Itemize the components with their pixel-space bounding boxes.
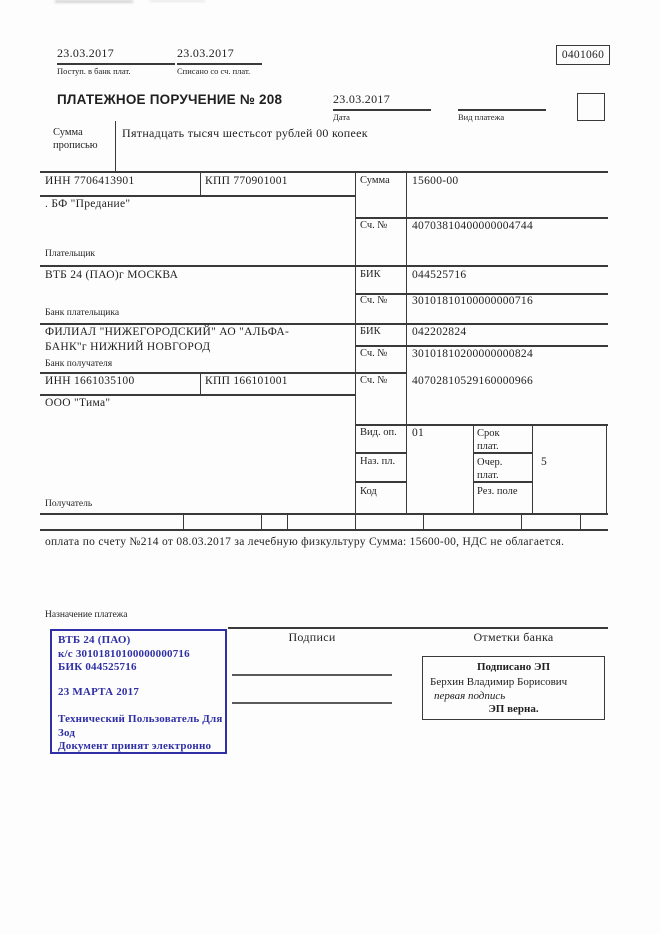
account-label: Сч. № (360, 348, 388, 359)
amount-label: Сумма (360, 175, 390, 186)
form-rule-line (287, 514, 288, 530)
form-rule-line (521, 514, 522, 530)
code-label: Код (360, 486, 377, 497)
form-rule-line (355, 217, 608, 219)
date-received-label: Поступ. в банк плат. (57, 66, 131, 76)
form-rule-line (355, 424, 608, 426)
payee-inn: ИНН 1661035100 (45, 375, 135, 387)
form-rule-line (355, 452, 406, 454)
form-rule-line (355, 514, 356, 530)
form-code-box (556, 45, 610, 65)
payer-bank-name: ВТБ 24 (ПАО)г МОСКВА (45, 269, 179, 281)
stamp-corr-account: к/с 30101810100000000716 (58, 648, 190, 660)
payer-bank-bik: 044525716 (412, 269, 467, 281)
date-debited: 23.03.2017 (177, 46, 234, 60)
stamp-user-line2: Зод (58, 727, 76, 739)
payee-kpp: КПП 166101001 (205, 375, 288, 387)
form-rule-line (40, 265, 608, 267)
document-title: ПЛАТЕЖНОЕ ПОРУЧЕНИЕ № 208 (57, 92, 283, 107)
payee-name: ООО "Тима" (45, 397, 111, 409)
bank-marks-header: Отметки банка (473, 630, 554, 644)
form-rule-line (183, 514, 184, 530)
payer-bank-label: Банк плательщика (45, 308, 120, 318)
esign-signer-name: Берхин Владимир Борисович (430, 676, 568, 688)
form-rule-line (458, 109, 546, 111)
form-rule-line (40, 195, 355, 197)
pay-purpose-code-label: Наз. пл. (360, 456, 396, 467)
payee-label: Получатель (45, 499, 93, 509)
form-rule-line (532, 424, 533, 514)
stamp-date: 23 МАРТА 2017 (58, 686, 140, 698)
esign-title: Подписано ЭП (476, 661, 551, 673)
op-kind-label: Вид. оп. (360, 427, 397, 438)
stamp-bank-name: ВТБ 24 (ПАО) (58, 634, 131, 646)
signatures-header: Подписи (288, 630, 336, 644)
esign-sign-type: первая подпись (434, 690, 506, 702)
form-rule-line (580, 514, 581, 530)
purpose-label: Назначение платежа (45, 610, 128, 620)
date-label: Дата (333, 112, 350, 122)
form-rule-line (40, 513, 608, 515)
form-rule-line (473, 481, 532, 483)
payer-kpp: КПП 770901001 (205, 175, 288, 187)
form-rule-line (473, 424, 474, 514)
form-rule-line (406, 171, 407, 514)
scan-artifact (150, 0, 205, 2)
form-rule-line (57, 63, 175, 65)
form-rule-line (40, 372, 406, 374)
account-label: Сч. № (360, 375, 388, 386)
stamp-user-line1: Технический Пользователь Для (58, 713, 223, 725)
op-kind-value: 01 (412, 427, 425, 439)
form-rule-line (200, 372, 201, 395)
signature-line-1 (232, 674, 392, 676)
form-rule-line (40, 529, 608, 531)
date-debited-label: Списано со сч. плат. (177, 66, 251, 76)
form-rule-line (40, 394, 355, 396)
form-rule-line (115, 121, 116, 172)
amount-value: 15600-00 (412, 175, 459, 187)
form-rule-line (355, 345, 608, 347)
payment-kind-box (577, 93, 605, 121)
form-rule-line (40, 171, 608, 173)
form-rule-line (355, 481, 406, 483)
payee-bank-account: 30101810200000000824 (412, 348, 533, 360)
account-label: Сч. № (360, 295, 388, 306)
payee-bank-label: Банк получателя (45, 359, 113, 369)
form-rule-line (200, 171, 201, 196)
due-date-label: Срок плат. (477, 428, 500, 453)
reserve-field-label: Рез. поле (477, 486, 518, 497)
form-rule-line (355, 171, 356, 514)
scan-artifact (55, 0, 133, 3)
payer-inn: ИНН 7706413901 (45, 175, 135, 187)
date-received-in-bank: 23.03.2017 (57, 46, 114, 60)
document-date: 23.03.2017 (333, 92, 390, 106)
payer-bank-account: 30101810100000000716 (412, 295, 533, 307)
form-rule-line (355, 293, 608, 295)
stamp-bik: БИК 044525716 (58, 661, 137, 673)
priority-value: 5 (541, 456, 548, 468)
form-rule-line (473, 452, 532, 454)
payer-label: Плательщик (45, 249, 96, 259)
signature-line-2 (232, 702, 392, 704)
stamp-note: Документ принят электронно (58, 740, 212, 752)
bik-label: БИК (360, 269, 381, 280)
esign-valid-note: ЭП верна. (488, 703, 539, 715)
form-rule-line (40, 323, 608, 325)
payer-name: . БФ "Предание" (45, 198, 131, 210)
form-code: 0401060 (561, 49, 605, 61)
account-label: Сч. № (360, 220, 388, 231)
bik-label: БИК (360, 326, 381, 337)
amount-words-label: Сумма прописью (53, 127, 98, 152)
form-rule-line (333, 109, 431, 111)
payer-account: 40703810400000004744 (412, 220, 533, 232)
payee-account: 40702810529160000966 (412, 375, 533, 387)
priority-label: Очер. плат. (477, 457, 503, 482)
form-rule-line (228, 627, 608, 629)
payee-bank-name-line1: ФИЛИАЛ "НИЖЕГОРОДСКИЙ" АО "АЛЬФА- (45, 326, 290, 338)
form-rule-line (606, 424, 607, 514)
form-rule-line (261, 514, 262, 530)
amount-words: Пятнадцать тысяч шестьсот рублей 00 копеек (122, 126, 368, 140)
payment-kind-label: Вид платежа (458, 112, 505, 122)
purpose-text: оплата по счету №214 от 08.03.2017 за лечебную физкультуру Сумма: 15600-00, НДС не облагается. (45, 536, 565, 548)
payee-bank-name-line2: БАНК"г НИЖНИЙ НОВГОРОД (45, 341, 211, 353)
form-rule-line (423, 514, 424, 530)
form-rule-line (177, 63, 262, 65)
payee-bank-bik: 042202824 (412, 326, 467, 338)
